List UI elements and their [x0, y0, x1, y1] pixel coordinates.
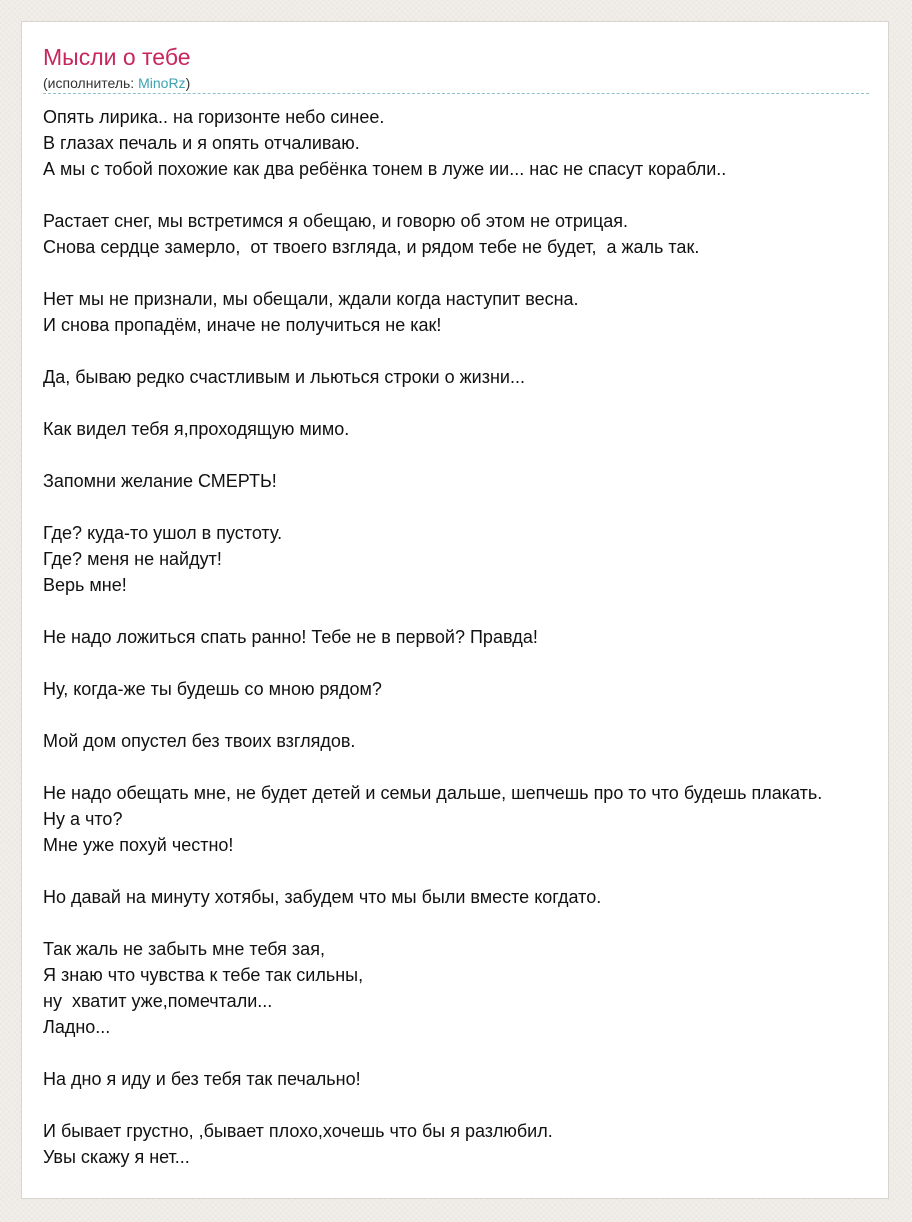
lyrics-text: Опять лирика.. на горизонте небо синее. В глазах печаль и я опять отчаливаю. А мы с тобой похожие как два ребёнка тонем в луже ии... нас не спасут корабли.. Растает снег, мы встретимся я обещаю, и говорю об этом не отрицая. Снова сердце замерло, от твоего взгляда, и рядом тебе не будет, а жаль так. Нет мы не признали, мы обещали, ждали когда наступит весна. И снова пропадём, иначе не получиться не как! Да, бываю редко счастливым и льються строки о жизни... Как видел тебя я,проходящую мимо. Запомни желание СМЕРТЬ! Где? куда-то ушол в пустоту. Где? меня не найдут! Верь мне! Не надо ложиться спать ранно! Тебе не в первой? Правда! Ну, когда-же ты будешь со мною рядом? Мой дом опустел без твоих взглядов. Не надо обещать мне, не будет детей и семьи дальше, шепчешь про то что будешь плакать. Ну а что? Мне уже похуй честно! Но давай на минуту хотябы, забудем что мы были вместе когдато. Так жаль не забыть мне тебя зая, Я знаю что чувства к тебе так сильны, ну хватит уже,помечтали... Ладно... На дно я иду и без тебя так печально! И бывает грустно, ,бывает плохо,хочешь что бы я разлюбил. Увы скажу я нет... [43, 107, 823, 1167]
title-divider [43, 93, 869, 94]
performer-suffix: ) [185, 75, 191, 91]
performer-prefix: (исполнитель: [43, 75, 139, 91]
lyrics-card [21, 21, 889, 1199]
performer-link[interactable]: MinoRz [138, 75, 186, 91]
song-title: Мысли о тебе [43, 44, 191, 70]
performer-line [43, 74, 190, 92]
